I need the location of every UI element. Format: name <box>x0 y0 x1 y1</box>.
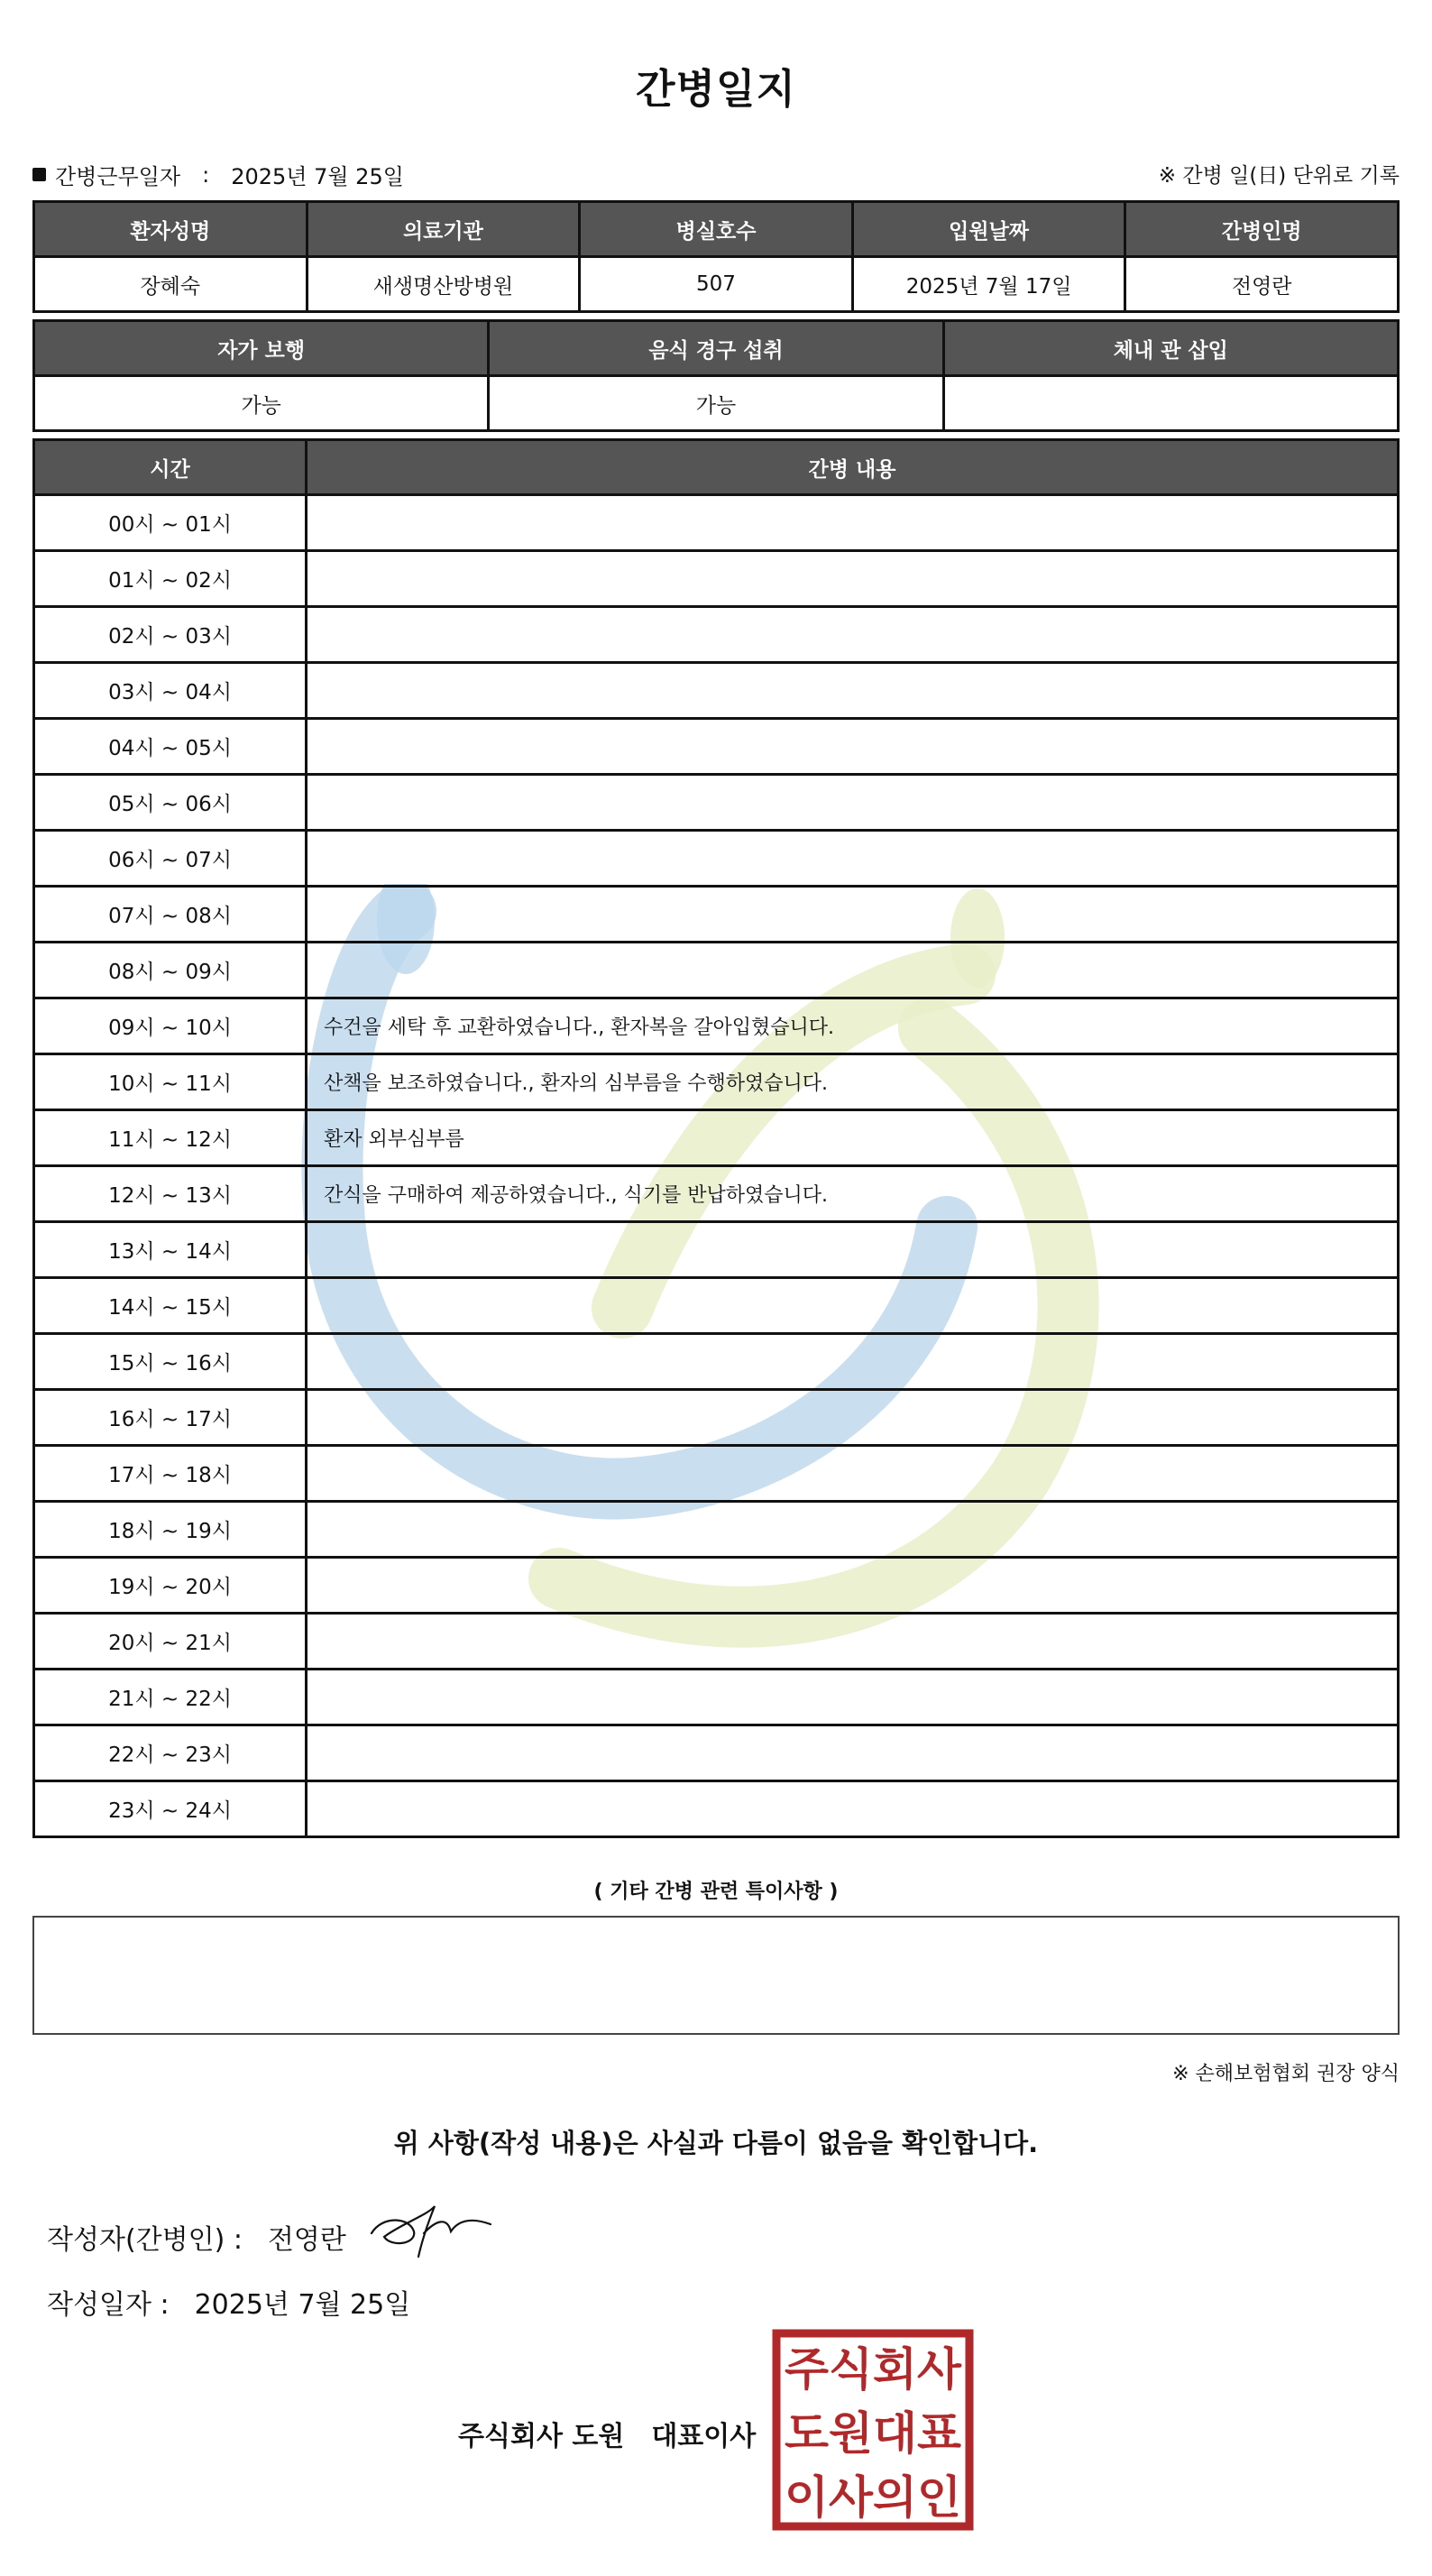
written-date-line <box>47 2282 410 2322</box>
time-slot: 22시 ~ 23시 <box>34 1725 307 1781</box>
care-content: 환자 외부심부름 <box>307 1110 1399 1166</box>
signature-image <box>364 2197 500 2260</box>
work-date-value: 2025년 7월 25일 <box>231 164 404 189</box>
table-row <box>34 607 1399 663</box>
care-content <box>307 495 1399 551</box>
time-slot: 21시 ~ 22시 <box>34 1670 307 1725</box>
time-slot: 04시 ~ 05시 <box>34 719 307 775</box>
confirmation-statement: 위 사항(작성 내용)은 사실과 다름이 없음을 확인합니다. <box>393 2128 1039 2158</box>
table-row <box>34 719 1399 775</box>
hospital-name: 새생명산방병원 <box>307 257 580 312</box>
time-slot: 11시 ~ 12시 <box>34 1110 307 1166</box>
written-date-label: 작성일자 : <box>47 2289 170 2321</box>
care-content <box>307 1614 1399 1670</box>
time-slot: 16시 ~ 17시 <box>34 1390 307 1446</box>
time-slot: 15시 ~ 16시 <box>34 1334 307 1390</box>
care-content: 산책을 보조하였습니다., 환자의 심부름을 수행하였습니다. <box>307 1054 1399 1110</box>
table-row <box>34 1670 1399 1725</box>
header-admission-date: 입원날짜 <box>852 202 1125 257</box>
time-slot: 01시 ~ 02시 <box>34 551 307 607</box>
care-content <box>307 607 1399 663</box>
care-content <box>307 1334 1399 1390</box>
svg-text:주식회사: 주식회사 <box>785 2343 962 2396</box>
writer-line <box>47 2217 346 2257</box>
table-row <box>34 663 1399 719</box>
table-row <box>34 1166 1399 1222</box>
table-row <box>34 1390 1399 1446</box>
work-date-label: 간병근무일자 <box>55 164 181 189</box>
company-name: 주식회사 도원 <box>458 2421 625 2452</box>
table-row <box>34 775 1399 831</box>
work-date-line <box>32 159 404 190</box>
patient-status-table <box>32 319 1400 432</box>
work-date-colon: : <box>202 161 210 188</box>
time-slot: 10시 ~ 11시 <box>34 1054 307 1110</box>
time-slot: 02시 ~ 03시 <box>34 607 307 663</box>
header-hospital: 의료기관 <box>307 202 580 257</box>
self-walking-value: 가능 <box>34 376 489 431</box>
header-caregiver-name: 간병인명 <box>1125 202 1399 257</box>
table-row <box>34 1222 1399 1278</box>
table-row <box>34 998 1399 1054</box>
tube-insertion-value <box>943 376 1398 431</box>
care-content <box>307 887 1399 943</box>
time-slot: 00시 ~ 01시 <box>34 495 307 551</box>
table-row <box>34 887 1399 943</box>
header-patient-name: 환자성명 <box>34 202 308 257</box>
table-row <box>34 1614 1399 1670</box>
time-slot: 17시 ~ 18시 <box>34 1446 307 1502</box>
care-content <box>307 1390 1399 1446</box>
care-content <box>307 1725 1399 1781</box>
table-row <box>34 1502 1399 1558</box>
svg-text:이사의인: 이사의인 <box>785 2471 961 2524</box>
svg-text:도원대표: 도원대표 <box>785 2407 962 2460</box>
time-slot: 03시 ~ 04시 <box>34 663 307 719</box>
care-content <box>307 719 1399 775</box>
care-content <box>307 1222 1399 1278</box>
care-content <box>307 1446 1399 1502</box>
care-content <box>307 1558 1399 1614</box>
care-content <box>307 551 1399 607</box>
care-content <box>307 1502 1399 1558</box>
time-slot: 09시 ~ 10시 <box>34 998 307 1054</box>
care-content <box>307 943 1399 998</box>
table-row <box>34 1781 1399 1837</box>
table-row <box>34 1558 1399 1614</box>
care-content <box>307 775 1399 831</box>
header-self-walking: 자가 보행 <box>34 321 489 376</box>
time-slot: 12시 ~ 13시 <box>34 1166 307 1222</box>
care-content <box>307 831 1399 887</box>
admission-date: 2025년 7월 17일 <box>852 257 1125 312</box>
time-slot: 23시 ~ 24시 <box>34 1781 307 1837</box>
patient-info-table <box>32 200 1400 313</box>
room-number: 507 <box>580 257 853 312</box>
time-slot: 07시 ~ 08시 <box>34 887 307 943</box>
page-title: 간병일지 <box>636 65 796 113</box>
form-source-note: ※ 손해보험협회 권장 양식 <box>1172 2063 1400 2085</box>
table-row <box>34 551 1399 607</box>
care-content <box>307 663 1399 719</box>
patient-name: 장혜숙 <box>34 257 308 312</box>
writer-label: 작성자(간병인) : <box>47 2224 243 2256</box>
ceo-title: 대표이사 <box>651 2421 757 2452</box>
time-slot: 19시 ~ 20시 <box>34 1558 307 1614</box>
care-content <box>307 1781 1399 1837</box>
table-row <box>34 1278 1399 1334</box>
caregiver-name: 전영란 <box>1125 257 1399 312</box>
table-row <box>34 1110 1399 1166</box>
header-room-number: 병실호수 <box>580 202 853 257</box>
table-row <box>34 1725 1399 1781</box>
table-row <box>34 1334 1399 1390</box>
record-unit-note: ※ 간병 일(日) 단위로 기록 <box>1158 164 1400 188</box>
table-row <box>34 495 1399 551</box>
header-oral-intake: 음식 경구 섭취 <box>489 321 943 376</box>
time-slot: 06시 ~ 07시 <box>34 831 307 887</box>
care-content <box>307 1278 1399 1334</box>
bullet-square-icon <box>32 168 46 181</box>
table-row <box>34 1054 1399 1110</box>
written-date-value: 2025년 7월 25일 <box>194 2289 411 2321</box>
time-slot: 20시 ~ 21시 <box>34 1614 307 1670</box>
care-content <box>307 1670 1399 1725</box>
header-tube-insertion: 체내 관 삽입 <box>943 321 1398 376</box>
care-log-table <box>32 438 1400 1838</box>
company-seal-image <box>772 2329 974 2531</box>
table-row <box>34 1446 1399 1502</box>
other-notes-label: ( 기타 간병 관련 특이사항 ) <box>593 1881 839 1903</box>
time-slot: 05시 ~ 06시 <box>34 775 307 831</box>
oral-intake-value: 가능 <box>489 376 943 431</box>
care-content: 간식을 구매하여 제공하였습니다., 식기를 반납하였습니다. <box>307 1166 1399 1222</box>
header-time: 시간 <box>34 440 307 495</box>
time-slot: 13시 ~ 14시 <box>34 1222 307 1278</box>
time-slot: 14시 ~ 15시 <box>34 1278 307 1334</box>
time-slot: 08시 ~ 09시 <box>34 943 307 998</box>
care-content: 수건을 세탁 후 교환하였습니다., 환자복을 갈아입혔습니다. <box>307 998 1399 1054</box>
writer-name: 전영란 <box>267 2224 346 2256</box>
header-care-content: 간병 내용 <box>307 440 1399 495</box>
table-row <box>34 831 1399 887</box>
company-line <box>458 2414 756 2453</box>
time-slot: 18시 ~ 19시 <box>34 1502 307 1558</box>
other-notes-box <box>32 1916 1400 2035</box>
table-row <box>34 943 1399 998</box>
